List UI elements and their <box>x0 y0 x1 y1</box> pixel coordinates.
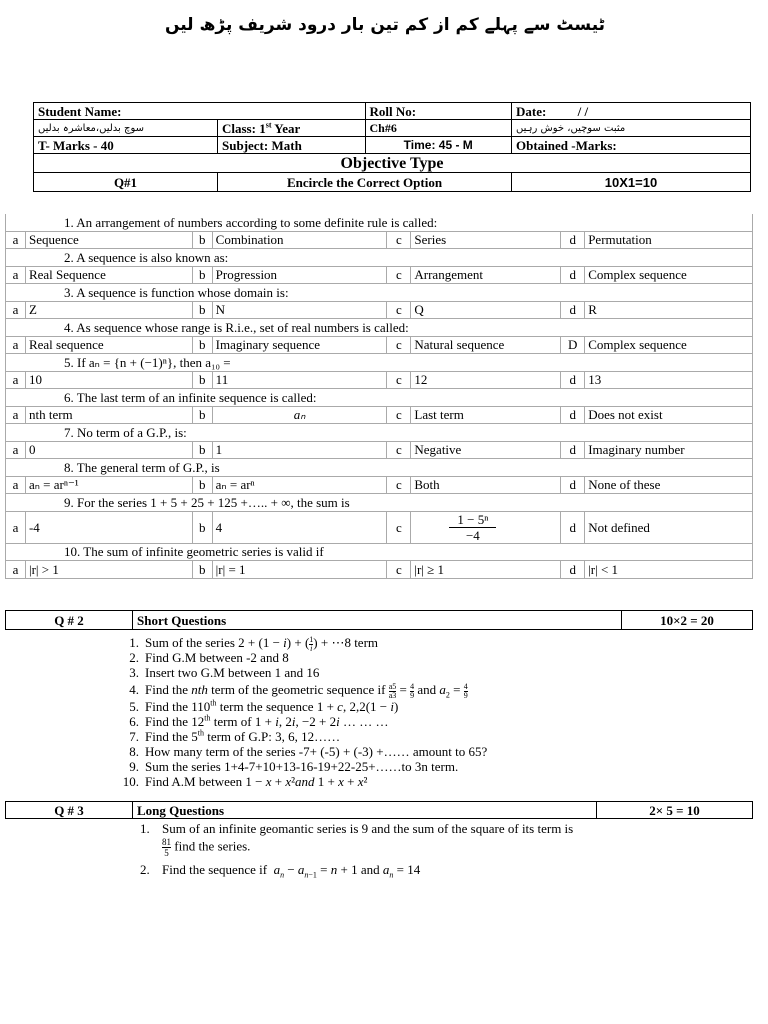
option-letter: a <box>6 301 26 319</box>
mcq-question: 1. An arrangement of numbers according to some definite rule is called: <box>6 214 753 231</box>
option-letter: a <box>6 336 26 354</box>
objective-type-heading: Objective Type <box>34 154 751 173</box>
option-text[interactable]: 12 <box>411 371 561 389</box>
option-letter: c <box>387 231 411 249</box>
option-letter: c <box>387 336 411 354</box>
option-letter: c <box>387 371 411 389</box>
option-text[interactable]: 1 <box>212 441 387 459</box>
q3-marks: 2× 5 = 10 <box>597 802 753 819</box>
mcq-options-row <box>6 511 753 543</box>
student-name-label: Student Name: <box>34 103 366 120</box>
option-text[interactable]: Negative <box>411 441 561 459</box>
mcq-question-row <box>6 459 753 477</box>
option-text[interactable]: Last term <box>411 406 561 424</box>
short-question: 9. Sum the series 1+4-7+10+13-16-19+22-25+……to 3n term. <box>129 759 459 774</box>
option-text[interactable]: Arrangement <box>411 266 561 284</box>
q1-marks: 10X1=10 <box>512 173 751 192</box>
mcq-question: 10. The sum of infinite geometric series is valid if <box>6 543 753 561</box>
option-text[interactable]: Imaginary sequence <box>212 336 387 354</box>
option-letter: a <box>6 561 26 579</box>
mcq-question-row <box>6 319 753 337</box>
mcq-options-row <box>6 371 753 389</box>
option-letter: c <box>387 511 411 543</box>
option-text[interactable]: Imaginary number <box>585 441 753 459</box>
mcq-question: 8. The general term of G.P., is <box>6 459 753 477</box>
option-text[interactable]: 0 <box>25 441 192 459</box>
option-letter: a <box>6 511 26 543</box>
option-text[interactable]: |r| > 1 <box>25 561 192 579</box>
short-question: 4. Find the nth term of the geometric sequence if $\frac{a5}{a3}$ = $\frac{4}{9}$ and $a_2$ = $\frac{4}{9}$ <box>129 681 468 700</box>
short-question: 8. How many term of the series -7+ (-5) + (-3) +…… amount to 65? <box>129 744 488 759</box>
option-text[interactable]: Progression <box>212 266 387 284</box>
mcq-question: 2. A sequence is also known as: <box>6 249 753 267</box>
option-letter: c <box>387 266 411 284</box>
total-marks: T- Marks - 40 <box>34 137 218 154</box>
option-letter: a <box>6 231 26 249</box>
long-question-2: 2. Find the sequence if $a_n - a_{n-1} = n + 1$ and $a_n = 14$ <box>140 862 421 880</box>
mcq-options-row <box>6 441 753 459</box>
q3-label: Q # 3 <box>6 802 133 819</box>
q2-header-table <box>5 610 753 630</box>
mcq-question-row <box>6 214 753 231</box>
option-text[interactable]: 4 <box>212 511 387 543</box>
mcq-question-row <box>6 494 753 512</box>
option-letter: c <box>387 561 411 579</box>
mcq-options-row <box>6 231 753 249</box>
option-text[interactable]: Natural sequence <box>411 336 561 354</box>
option-letter: d <box>561 231 585 249</box>
mcq-question-row <box>6 284 753 302</box>
option-letter: c <box>387 441 411 459</box>
option-letter: b <box>192 561 212 579</box>
mcq-question: 6. The last term of an infinite sequence is called: <box>6 389 753 407</box>
mcq-options-row <box>6 301 753 319</box>
option-text[interactable]: Z <box>25 301 192 319</box>
mcq-options-row <box>6 476 753 494</box>
option-text[interactable]: Complex sequence <box>585 336 753 354</box>
option-text[interactable]: -4 <box>25 511 192 543</box>
option-text[interactable]: Series <box>411 231 561 249</box>
short-question: 10. Find A.M between 1 − x + x²and 1 + x + x² <box>122 774 368 789</box>
option-text[interactable]: nth term <box>25 406 192 424</box>
mcq-question: 3. A sequence is function whose domain is: <box>6 284 753 302</box>
option-letter: d <box>561 406 585 424</box>
student-info-table <box>33 102 751 192</box>
mcq-options-row <box>6 406 753 424</box>
option-letter: b <box>192 231 212 249</box>
option-text[interactable]: N <box>212 301 387 319</box>
chapter-label: Ch#6 <box>365 120 512 137</box>
short-question: 5. Find the 110th term the sequence 1 + c, 2,2(1 − i) <box>129 698 399 714</box>
option-letter: a <box>6 266 26 284</box>
q1-label: Q#1 <box>34 173 218 192</box>
short-question: 3. Insert two G.M between 1 and 16 <box>129 665 320 680</box>
long-question-1: 1. Sum of an infinite geomantic series is 9 and the sum of the square of its term is $\frac{81}{5}$ find the series. <box>140 821 574 858</box>
option-text[interactable]: 11 <box>212 371 387 389</box>
option-text[interactable]: Does not exist <box>585 406 753 424</box>
option-text[interactable]: 10 <box>25 371 192 389</box>
mcq-options-row <box>6 561 753 579</box>
option-letter: b <box>192 476 212 494</box>
short-question: 6. Find the 12th term of 1 + i, 2i, −2 + 2i … … … <box>129 713 389 729</box>
option-letter: c <box>387 476 411 494</box>
option-letter: d <box>561 511 585 543</box>
q3-title: Long Questions <box>133 802 597 819</box>
mcq-question-row <box>6 543 753 561</box>
option-letter: D <box>561 336 585 354</box>
mcq-question-row <box>6 389 753 407</box>
mcq-question-row <box>6 424 753 442</box>
option-letter: c <box>387 301 411 319</box>
option-letter: d <box>561 371 585 389</box>
mcq-options-row <box>6 336 753 354</box>
class-label: Class: 1st Year <box>218 120 366 137</box>
option-text[interactable]: |r| = 1 <box>212 561 387 579</box>
option-letter: d <box>561 561 585 579</box>
option-letter: c <box>387 406 411 424</box>
motto-right: مثبت سوچیں، خوش رہیں <box>512 120 751 137</box>
option-letter: b <box>192 371 212 389</box>
option-letter: d <box>561 266 585 284</box>
option-letter: a <box>6 441 26 459</box>
short-question: 2. Find G.M between -2 and 8 <box>129 650 289 665</box>
option-text[interactable]: aₙ = arⁿ <box>212 476 387 494</box>
option-text[interactable]: Sequence <box>25 231 192 249</box>
option-text[interactable]: Not defined <box>585 511 753 543</box>
option-letter: b <box>192 266 212 284</box>
option-text[interactable]: Q <box>411 301 561 319</box>
option-text[interactable]: Permutation <box>585 231 753 249</box>
option-letter: a <box>6 476 26 494</box>
short-question: 1. Sum of the series 2 + (1 − i) + ( $\frac{1}{i}$ ) + ⋯8 term <box>129 634 379 653</box>
option-text[interactable]: $\frac{\text{1 − 5ⁿ}}{-4}$ <box>411 511 561 543</box>
option-letter: b <box>192 301 212 319</box>
option-text[interactable]: aₙ = arⁿ⁻¹ <box>25 476 192 494</box>
option-letter: d <box>561 301 585 319</box>
option-text[interactable]: |r| < 1 <box>585 561 753 579</box>
option-text[interactable]: Both <box>411 476 561 494</box>
option-letter: a <box>6 371 26 389</box>
time-label: Time: 45 - M <box>365 137 512 154</box>
mcq-question: 4. As sequence whose range is R.i.e., set of real numbers is called: <box>6 319 753 337</box>
q3-header-table <box>5 801 753 819</box>
mcq-question-row <box>6 354 753 372</box>
option-letter: b <box>192 441 212 459</box>
date-slashes: / / <box>577 103 589 119</box>
option-text[interactable]: 13 <box>585 371 753 389</box>
mcq-question: 5. If aₙ = {n + (−1)ⁿ}, then a₁₀ = <box>6 354 753 372</box>
subject-label: Subject: Math <box>218 137 366 154</box>
option-letter: a <box>6 406 26 424</box>
option-letter: d <box>561 476 585 494</box>
option-text[interactable]: R <box>585 301 753 319</box>
option-text[interactable]: Real sequence <box>25 336 192 354</box>
q2-marks: 10×2 = 20 <box>622 611 753 630</box>
short-question: 7. Find the 5th term of G.P: 3, 6, 12…… <box>129 728 341 744</box>
date-label: Date: / / <box>512 103 751 120</box>
q2-label: Q # 2 <box>6 611 133 630</box>
option-letter: b <box>192 336 212 354</box>
option-text[interactable]: Complex sequence <box>585 266 753 284</box>
option-text[interactable]: Combination <box>212 231 387 249</box>
roll-no-label: Roll No: <box>365 103 512 120</box>
option-letter: d <box>561 441 585 459</box>
q2-title: Short Questions <box>133 611 622 630</box>
durood-instruction: ٹیسٹ سے پہلے کم از کم تین بار درود شریف پڑھ لیں <box>164 15 606 35</box>
short-questions-list <box>122 634 705 789</box>
motto-left: سوچ بدلیں،معاشرہ بدلیں <box>34 120 218 137</box>
option-letter: b <box>192 511 212 543</box>
option-text[interactable]: Real Sequence <box>25 266 192 284</box>
q1-instruction: Encircle the Correct Option <box>218 173 512 192</box>
mcq-question-row <box>6 249 753 267</box>
mcq-question: 7. No term of a G.P., is: <box>6 424 753 442</box>
option-text[interactable]: None of these <box>585 476 753 494</box>
option-text[interactable]: |r| ≥ 1 <box>411 561 561 579</box>
option-letter: b <box>192 406 212 424</box>
obtained-marks-label: Obtained -Marks: <box>512 137 751 154</box>
mcq-options-row <box>6 266 753 284</box>
mcq-table <box>5 214 753 579</box>
mcq-question: 9. For the series 1 + 5 + 25 + 125 +….. + ∞, the sum is <box>6 494 753 512</box>
option-text[interactable]: aₙ <box>212 406 387 424</box>
